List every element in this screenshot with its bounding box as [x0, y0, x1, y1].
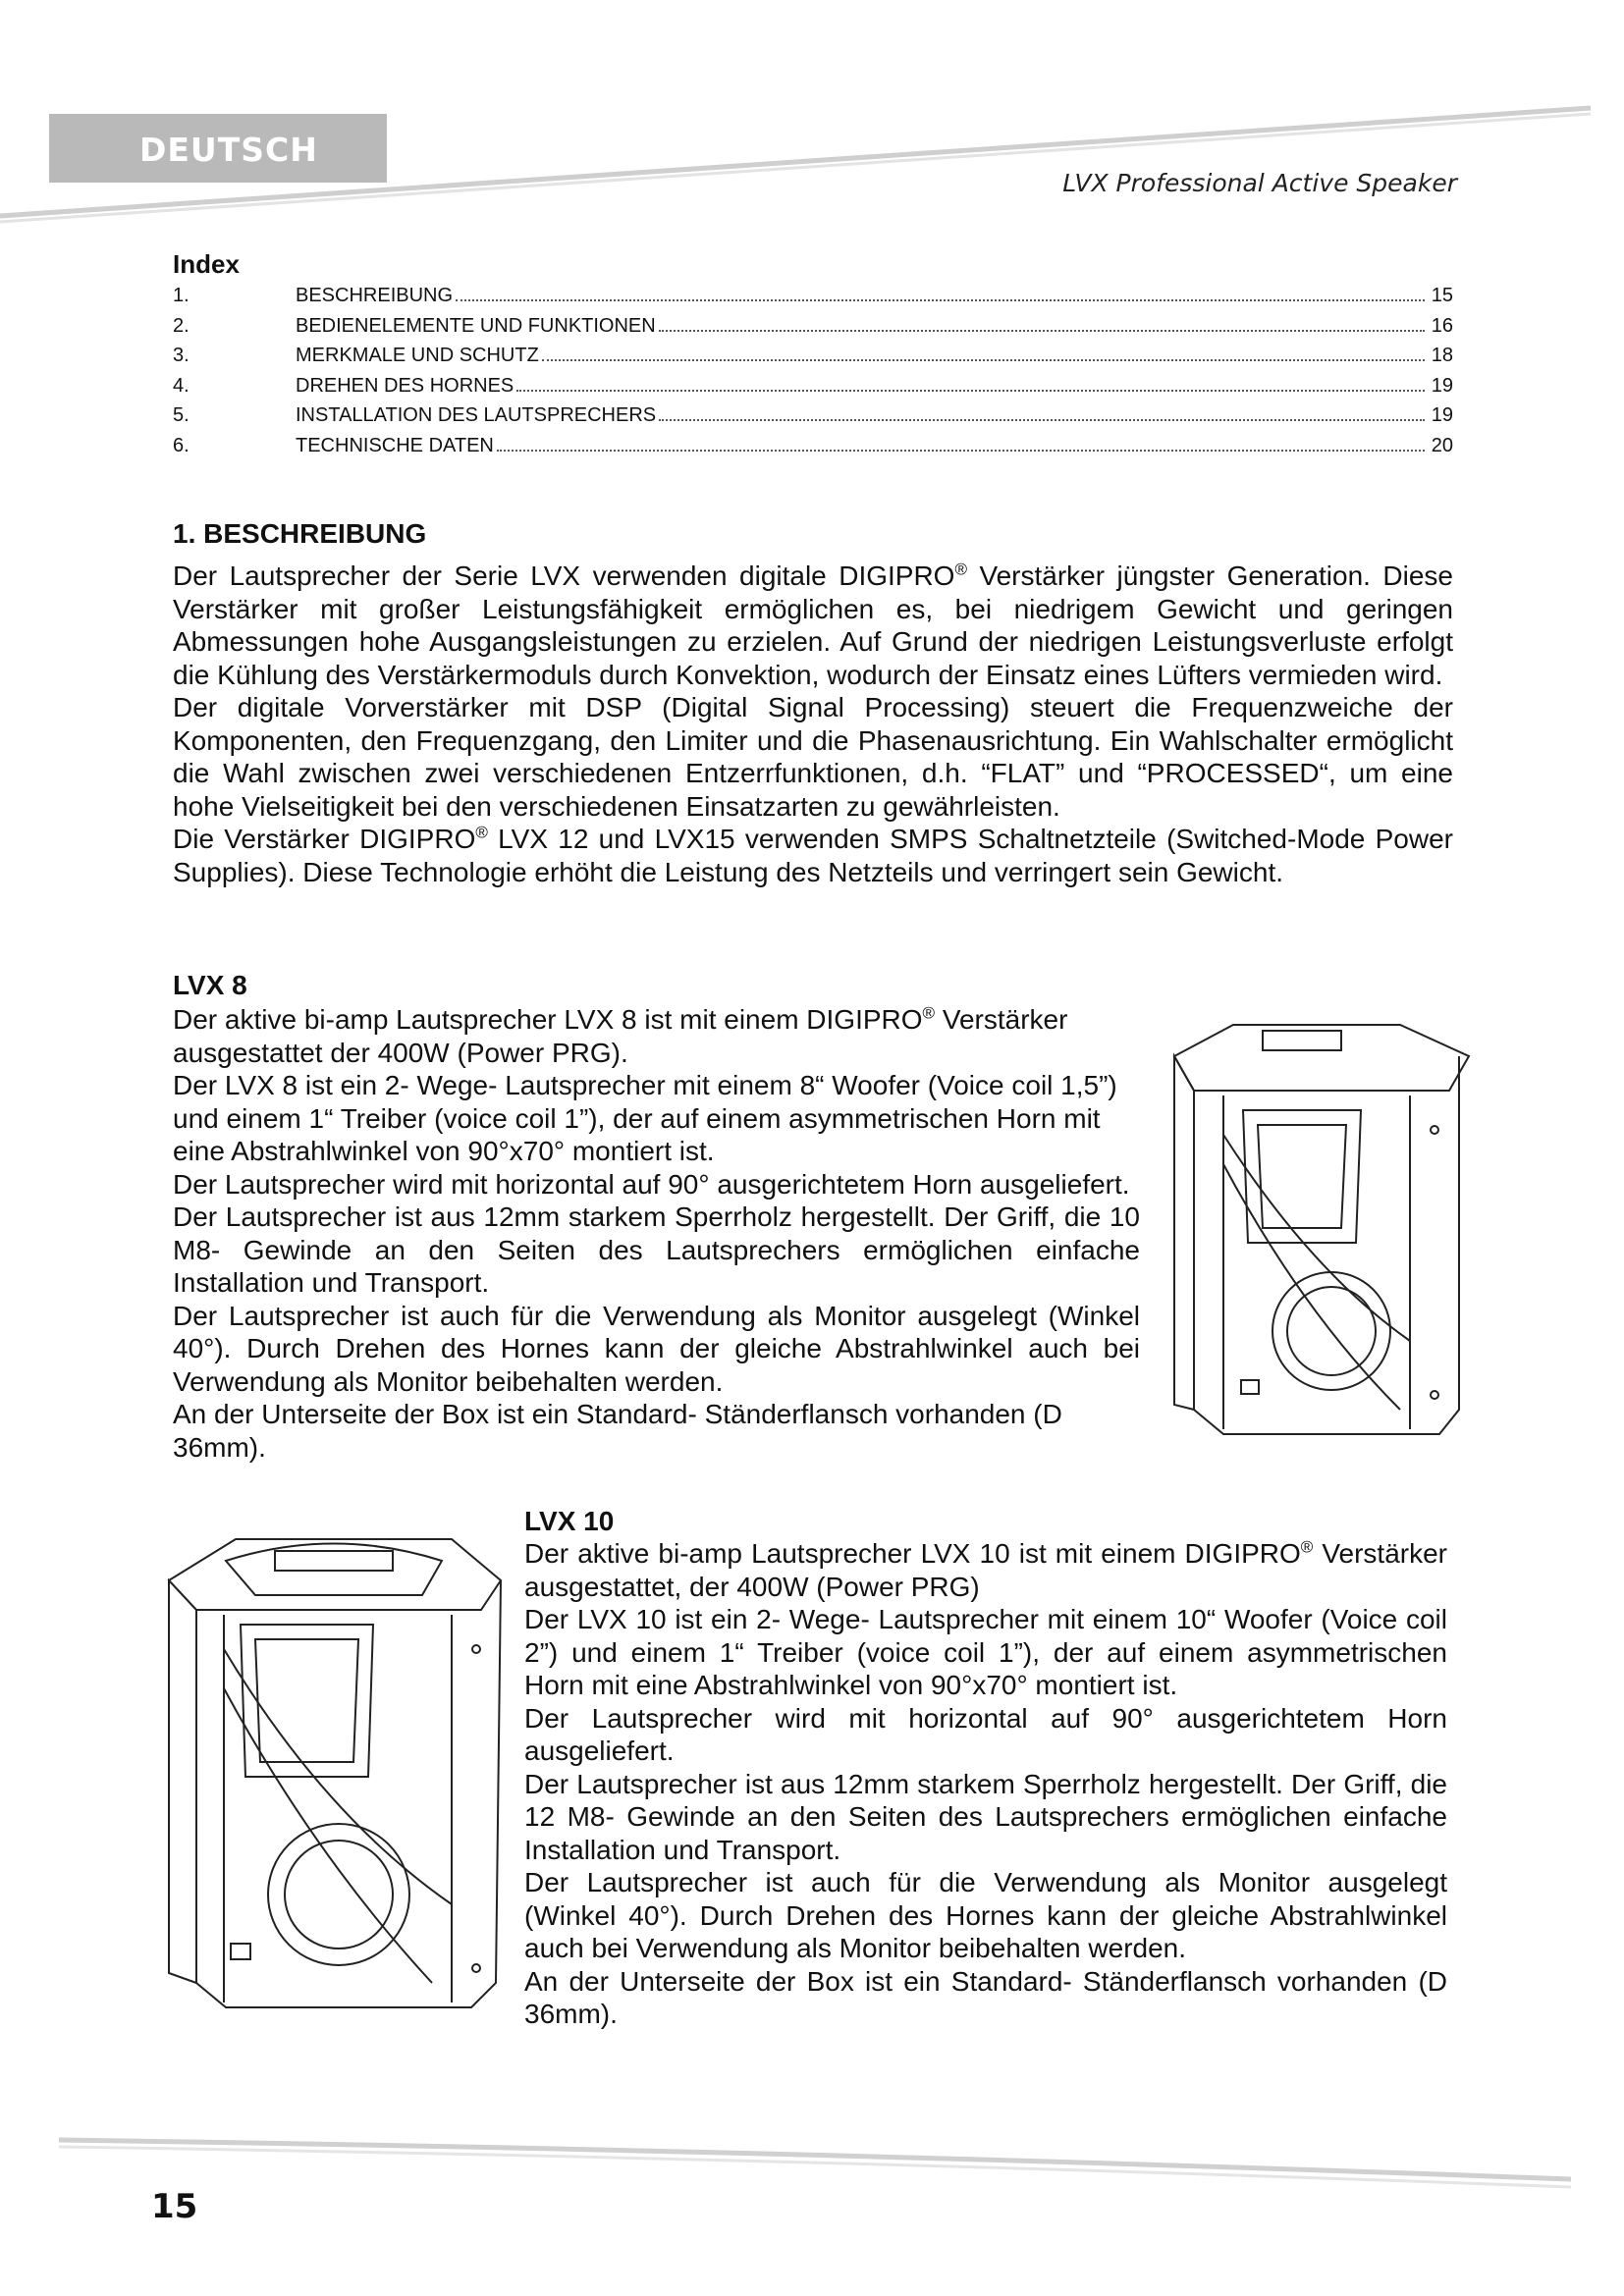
toc-row[interactable]	[173, 315, 1453, 346]
text: Der Lautsprecher der Serie LVX verwenden digitale DIGIPRO	[173, 561, 955, 591]
toc-label: DREHEN DES HORNES	[296, 374, 514, 397]
paragraph	[173, 823, 1453, 888]
toc-label: BESCHREIBUNG	[296, 285, 454, 306]
text: Verstärker ausgestattet, der 400W (Power PRG)	[524, 1538, 1447, 1602]
toc-row[interactable]	[173, 404, 1453, 435]
paragraph	[524, 1537, 1447, 1603]
toc-number: 1.	[173, 285, 189, 306]
paragraph	[173, 1003, 1140, 1069]
lvx10-speaker-illustration	[157, 1522, 511, 2012]
toc-number: 2.	[173, 314, 189, 337]
paragraph: An der Unterseite der Box ist ein Standard- Ständerflansch vorhanden (D 36mm).	[524, 1965, 1447, 2029]
page-number: 15	[151, 2187, 198, 2226]
toc-page: 16	[1431, 314, 1453, 337]
paragraph: Der Lautsprecher wird mit horizontal auf 90° ausgerichtetem Horn ausgeliefert.	[173, 1168, 1130, 1200]
paragraph: Der Lautsprecher ist auch für die Verwendung als Monitor ausgelegt (Winkel 40°). Durch Drehen des Hornes kann der gleiche Abstrahlwinkel auch bei Verwendung als Monitor beibehalten werden.	[173, 1300, 1140, 1397]
toc-number: 3.	[173, 345, 189, 366]
paragraph: Der LVX 8 ist ein 2- Wege- Lautsprecher mit einem 8“ Woofer (Voice coil 1,5”) und einem 1“ Treiber (voice coil 1”), der auf einem asymmetrischen Horn mit eine Abstrahlwinkel von 90°x70° montiert ist.	[173, 1070, 1117, 1166]
toc-row[interactable]	[173, 345, 1453, 375]
paragraph: Der Lautsprecher wird mit horizontal auf 90° ausgerichtetem Horn ausgeliefert.	[524, 1702, 1447, 1766]
toc-number: 4.	[173, 374, 189, 397]
product-line-title: LVX Professional Active Speaker	[1062, 169, 1457, 197]
registered-mark: ®	[954, 560, 967, 579]
registered-mark: ®	[1300, 1537, 1314, 1557]
section-heading-beschreibung: 1. BESCHREIBUNG	[173, 518, 427, 549]
toc-row[interactable]	[173, 285, 1453, 315]
language-label: DEUTSCH	[139, 131, 318, 169]
toc-page: 15	[1431, 285, 1453, 306]
registered-mark: ®	[922, 1003, 936, 1023]
lvx10-body	[524, 1537, 1447, 2031]
paragraph: Der Lautsprecher ist aus 12mm starkem Sperrholz hergestellt. Der Griff, die 10 M8- Gewinde an den Seiten des Lautsprechers ermöglichen einfache Installation und Transport.	[173, 1201, 1140, 1298]
registered-mark: ®	[475, 823, 488, 842]
section-heading-lvx8: LVX 8	[173, 970, 247, 1000]
paragraph: Der digitale Vorverstärker mit DSP (Digital Signal Processing) steuert die Frequenzweiche der Komponenten, den Frequenzgang, den Limiter und die Phasenausrichtung. Ein Wahlschalter ermöglicht die Wahl zwischen zwei verschiedenen Entzerrfunktionen, d.h. “FLAT” und “PROCESSED“, um eine hohe Vielseitigkeit bei den verschiedenen Einsatzarten zu gewährleisten.	[173, 692, 1453, 822]
toc-label: TECHNISCHE DATEN	[296, 434, 494, 456]
toc-page: 19	[1431, 374, 1453, 397]
toc-number: 5.	[173, 404, 189, 426]
toc-leader	[456, 299, 1425, 301]
text: Der aktive bi-amp Lautsprecher LVX 8 ist mit einem DIGIPRO	[173, 1004, 923, 1035]
text: Verstärker jüngster Generation. Diese Verstärker mit großer Leistungsfähigkeit ermöglichen es, bei niedrigem Gewicht und geringen Abmessungen hohe Ausgangsleistungen zu erzielen. Auf Grund der niedrigen Leistungsverluste erfolgt die Kühlung des Verstärkermoduls durch Konvektion, wodurch der Einsatz eines Lüfters vermieden wird.	[173, 561, 1453, 690]
text: Verstärker ausgestattet der 400W (Power PRG).	[173, 1004, 1068, 1068]
toc-leader	[659, 419, 1425, 421]
toc-leader	[497, 450, 1425, 452]
toc-label: BEDIENELEMENTE UND FUNKTIONEN	[296, 314, 656, 337]
toc-page: 18	[1431, 345, 1453, 366]
toc-row[interactable]	[173, 435, 1453, 465]
toc-page: 20	[1431, 434, 1453, 456]
text: Der aktive bi-amp Lautsprecher LVX 10 ist mit einem DIGIPRO	[524, 1538, 1301, 1569]
paragraph: Der LVX 10 ist ein 2- Wege- Lautsprecher mit einem 10“ Woofer (Voice coil 2”) und einem 1“ Treiber (voice coil 1”), der auf einem asymmetrischen Horn mit eine Abstrahlwinkel von 90°x70° montiert ist.	[524, 1604, 1447, 1700]
lvx8-body	[173, 1003, 1140, 1464]
text: Die Verstärker DIGIPRO	[173, 824, 476, 854]
text: LVX 12 und LVX15 verwenden SMPS Schaltnetzteile (Switched-Mode Power Supplies). Diese Technologie erhöht die Leistung des Netzteils und verringert sein Gewicht.	[173, 824, 1453, 887]
toc-leader	[542, 359, 1425, 361]
table-of-contents	[173, 285, 1453, 464]
toc-row[interactable]	[173, 375, 1453, 405]
lvx8-speaker-illustration	[1164, 1017, 1479, 1449]
toc-leader	[516, 390, 1425, 392]
footer-swoosh	[0, 2120, 1624, 2209]
index-title: Index	[173, 249, 240, 279]
toc-number: 6.	[173, 434, 189, 456]
paragraph: Der Lautsprecher ist aus 12mm starkem Sperrholz hergestellt. Der Griff, die 12 M8- Gewinde an den Seiten des Lautsprechers ermöglichen einfache Installation und Transport.	[524, 1768, 1447, 1865]
toc-label: INSTALLATION DES LAUTSPRECHERS	[296, 404, 657, 426]
paragraph: Der Lautsprecher ist auch für die Verwendung als Monitor ausgelegt (Winkel 40°). Durch Drehen des Hornes kann der gleiche Abstrahlwinkel auch bei Verwendung als Monitor beibehalten werden.	[524, 1867, 1447, 1963]
toc-leader	[659, 330, 1425, 332]
paragraph	[173, 560, 1453, 691]
toc-page: 19	[1431, 404, 1453, 426]
paragraph: An der Unterseite der Box ist ein Standard- Ständerflansch vorhanden (D 36mm).	[173, 1399, 1062, 1463]
section-heading-lvx10: LVX 10	[524, 1506, 615, 1536]
section-body	[173, 560, 1453, 888]
toc-label: MERKMALE UND SCHUTZ	[296, 345, 539, 366]
